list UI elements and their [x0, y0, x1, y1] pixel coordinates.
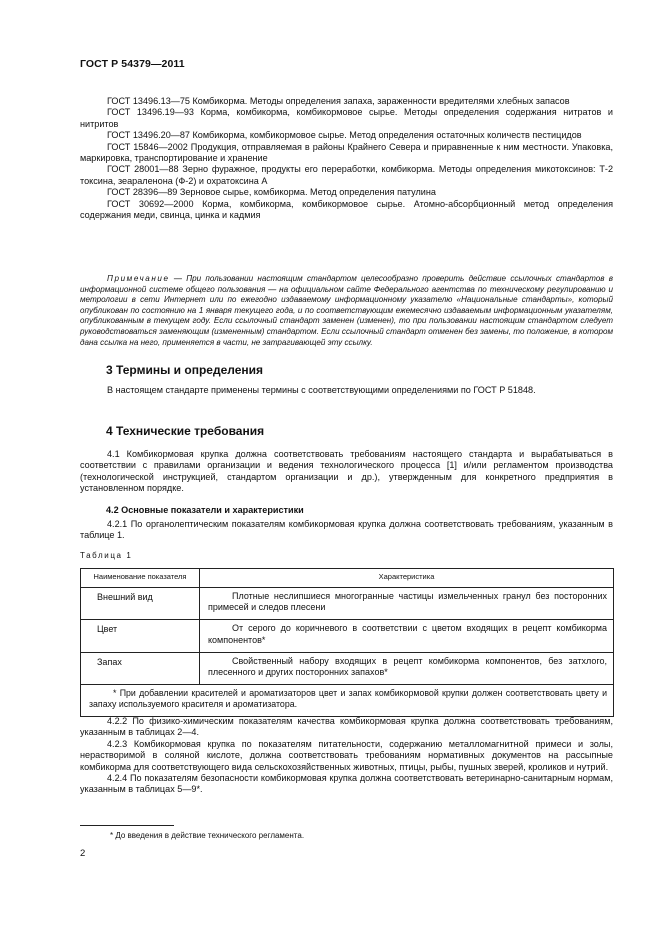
- page-footnote: * До введения в действие технического регламента.: [110, 831, 305, 840]
- table-cell-name: Цвет: [81, 620, 200, 652]
- note-paragraph: [80, 274, 613, 348]
- table-cell-desc: Свойственный набору входящих в рецепт комбикорма компонентов, без затхлого, плесенного и других посторонних запахов*: [200, 652, 614, 684]
- table-cell-desc: От серого до коричневого в соответствии с цветом входящих в рецепт комбикорма компонентов*: [200, 620, 614, 652]
- paragraph-4-2-3: 4.2.3 Комбикормовая крупка по показателям питательности, содержанию металломагнитной примеси и золы, нерастворимой в соляной кислоте, должна соответствовать требованиям нормативных документов на рассыпные комбикорма для соответствующего вида сельскохозяйственных животных, птицы, рыбы, пушных зверей, кроликов и нутрий.: [80, 738, 613, 772]
- reference-item: ГОСТ 13496.20—87 Комбикорма, комбикормовое сырье. Метод определения остаточных количеств пестицидов: [107, 130, 582, 141]
- references-list: [80, 96, 613, 221]
- page-number: 2: [80, 848, 86, 859]
- reference-item: ГОСТ 13496.19—93 Корма, комбикорма, комбикормовое сырье. Методы определения содержания нитратов и нитритов: [80, 107, 613, 129]
- reference-item: ГОСТ 13496.13—75 Комбикорма. Методы определения запаха, зараженности вредителями хлебных запасов: [107, 96, 570, 106]
- reference-item: ГОСТ 28396—89 Зерновое сырье, комбикорма. Метод определения патулина: [107, 187, 436, 198]
- section-4-2-rest: [80, 716, 613, 796]
- reference-item: ГОСТ 30692—2000 Корма, комбикорма, комбикормовое сырье. Атомно-абсорбционный метод определения содержания меди, свинца, цинка и кадмия: [80, 198, 613, 221]
- table-row: [81, 588, 614, 620]
- table-row: [81, 652, 614, 684]
- document-header: ГОСТ Р 54379—2011: [80, 58, 185, 70]
- footnote-divider: [80, 825, 174, 826]
- note-label: Примечание: [107, 274, 170, 283]
- table-caption: Таблица 1: [80, 551, 133, 560]
- section-3-title: 3 Термины и определения: [106, 363, 264, 377]
- section-4-title: 4 Технические требования: [106, 424, 265, 438]
- table-cell-name: Внешний вид: [81, 588, 200, 620]
- note-block: [80, 274, 613, 348]
- section-4-1: [80, 449, 613, 495]
- paragraph-4-2-4: 4.2.4 По показателям безопасности комбикормовая крупка должна соответствовать ветеринарно-санитарным нормам, указанным в таблицах 5—9*.: [80, 773, 613, 795]
- subsection-4-2-title: 4.2 Основные показатели и характеристики: [106, 505, 304, 515]
- paragraph-4-2-2: 4.2.2 По физико-химическим показателям качества комбикормовая крупка должна соответствовать требованиям, указанным в таблицах 2—4.: [80, 716, 613, 738]
- table-header-row: [81, 569, 614, 588]
- table-footnote: * При добавлении красителей и ароматизаторов цвет и запах комбикормовой крупки должен соответствовать цвету и запаху используемого красителя и ароматизатора.: [81, 685, 614, 716]
- table-footnote-row: [81, 685, 614, 716]
- table-1: [80, 568, 614, 717]
- table-header-desc: Характеристика: [200, 569, 614, 588]
- table-header-name: Наименование показателя: [81, 569, 200, 588]
- paragraph-4-2-1: 4.2.1 По органолептическим показателям комбикормовая крупка должна соответствовать требованиям, указанным в таблице 1.: [80, 519, 613, 541]
- reference-item: ГОСТ 28001—88 Зерно фуражное, продукты его переработки, комбикорма. Методы определения микотоксинов: Т-2 токсина, зеараленона (Ф-2) и охратоксина А: [80, 164, 613, 186]
- reference-item: ГОСТ 15846—2002 Продукция, отправляемая в районы Крайнего Севера и приравненные к ним местности. Упаковка, маркировка, транспортирование и хранение: [80, 141, 613, 164]
- table-row: [81, 620, 614, 652]
- section-3-text: В настоящем стандарте применены термины с соответствующими определениями по ГОСТ Р 51848.: [107, 385, 536, 395]
- table-cell-name: Запах: [81, 652, 200, 684]
- section-4-2-1: [80, 519, 613, 542]
- table-cell-desc: Плотные неслипшиеся многогранные частицы измельченных гранул без посторонних примесей и следов плесени: [200, 588, 614, 620]
- note-text: — При пользовании настоящим стандартом целесообразно проверить действие ссылочных стандартов в информационной системе общего пользования — на официальном сайте Федерального агентства по техническому регулированию и метрологии в сети Интернет или по ежегодно издаваемому информационному указателю «Национальные стандарты», который опубликован по состоянию на 1 января текущего года, и по соответствующим ежемесячно издаваемым информационным указателям, опубликованным в текущем году. Если ссылочный стандарт заменен (изменен), то при пользовании настоящим стандартом следует руководствоваться заменяющим (измененным) стандартом. Если ссылочный стандарт отменен без замены, то положение, в котором дана ссылка на него, применяется в части, не затрагивающей эту ссылку.: [80, 274, 613, 347]
- paragraph-4-1: 4.1 Комбикормовая крупка должна соответствовать требованиям настоящего стандарта и вырабатываться в соответствии с правилами организации и ведения технологического процесса [1] и/или регламентом производства (технологической инструкцией, стандартом организации и др.), утвержденным для конкретного предприятия в установленном порядке.: [80, 449, 613, 494]
- section-3-body: [80, 385, 613, 396]
